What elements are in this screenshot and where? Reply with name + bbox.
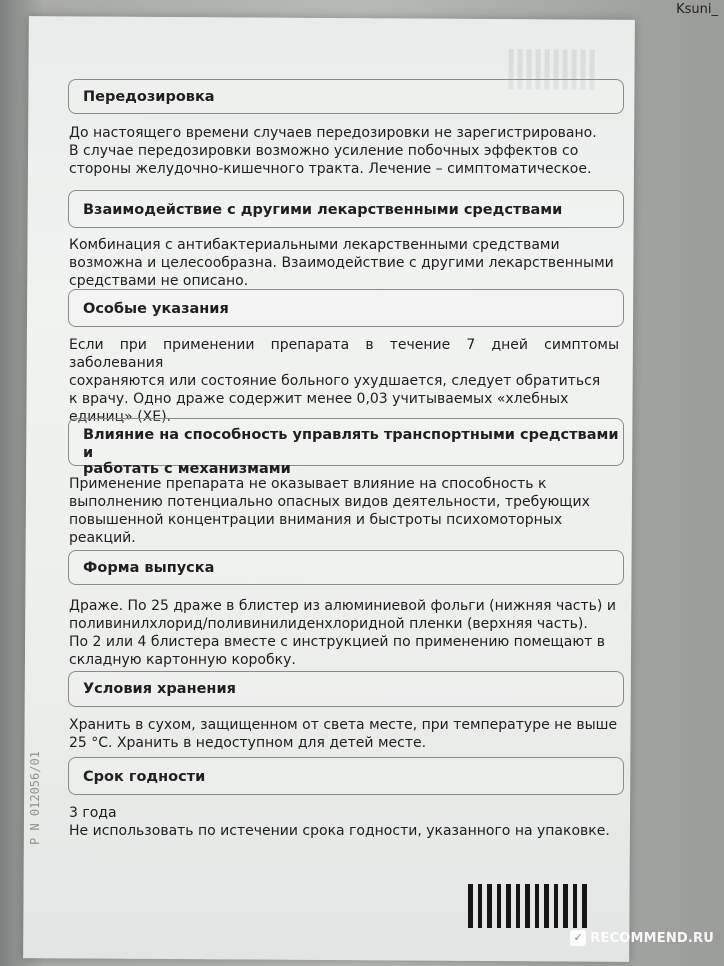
shelf-line: 3 года [69,805,117,821]
overdose-text [69,124,619,178]
recommend-logo-icon: ✓ [570,930,586,946]
form-line: складную картонную коробку. [69,652,296,668]
overdose-line: стороны желудочно-кишечного тракта. Лечение – симптоматическое. [69,161,592,177]
special-line: к врачу. Одно драже содержит менее 0,03 учитываемых «хлебных [69,391,569,407]
side-registration-code: P N 012056/01 [28,751,42,845]
overdose-line: До настоящего времени случаев передозировки не зарегистрировано. [69,125,597,141]
site-watermark [570,930,714,946]
interaction-text [69,236,619,290]
storage-line: 25 °С. Хранить в недоступном для детей месте. [69,735,427,751]
watermark-username: Ksuni_ [676,2,718,17]
driving-line: выполнению потенциально опасных видов деятельности, требующих [69,494,590,510]
special-text [69,336,619,426]
driving-title-line: Влияние на способность управлять транспортными средствами и [83,427,619,461]
overdose-title: Передозировка [83,89,215,105]
overdose-line: В случае передозировки возможно усиление побочных эффектов со [69,143,579,159]
driving-line: реакций. [69,530,136,546]
interaction-header [68,190,624,228]
shelf-title: Срок годности [83,769,206,785]
printed-barcode [468,884,592,928]
storage-title: Условия хранения [83,681,236,697]
storage-text [69,716,619,752]
special-line: единиц» (ХЕ). [69,409,171,425]
site-watermark-text: RECOMMEND.RU [590,930,714,946]
special-header [68,289,624,327]
special-title: Особые указания [83,301,229,317]
form-line: По 2 или 4 блистера вместе с инструкцией по применению помещают в [69,634,605,650]
driving-title [83,426,623,478]
form-text [69,597,619,669]
interaction-title: Взаимодействие с другими лекарственными средствами [83,202,563,218]
form-line: Драже. По 25 драже в блистер из алюминиевой фольги (нижняя часть) и [69,598,616,614]
driving-text [69,475,619,547]
form-title: Форма выпуска [83,560,215,576]
interaction-line: Комбинация с антибактериальными лекарственными средствами [69,237,560,253]
driving-line: Применение препарата не оказывает влияние на способность к [69,476,547,492]
form-line: поливинилхлорид/поливинилиденхлоридной пленки (верхняя часть). [69,616,588,632]
shelf-line: Не использовать по истечении срока годности, указанного на упаковке. [69,823,610,839]
shelf-text [69,804,619,840]
overdose-header [68,79,624,114]
interaction-line: возможна и целесообразна. Взаимодействие с другими лекарственными [69,255,614,271]
driving-line: повышенной концентрации внимания и быстроты психомоторных [69,512,563,528]
storage-header [68,671,624,707]
special-line: сохраняются или состояние больного ухудшается, следует обратиться [69,373,601,389]
storage-line: Хранить в сухом, защищенном от света месте, при температуре не выше [69,717,618,733]
interaction-line: средствами не описано. [69,273,249,289]
special-line: Если при применении препарата в течение 7 дней симптомы заболевания [69,337,619,371]
driving-header [68,418,624,477]
form-header [68,550,624,585]
shelf-header [68,757,624,795]
driving-title-line: работать с механизмами [83,461,291,477]
